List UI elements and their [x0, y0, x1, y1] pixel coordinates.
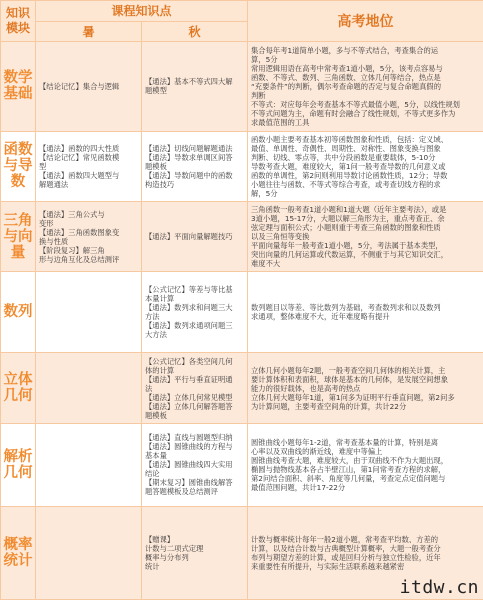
table-row: [1, 353, 483, 423]
autumn-topics: 【公式记忆】各类空间几何 体的计算 【通法】平行与垂直证明通 法 【通法】立体几何常见模型 【通法】立体几何解答题答 题模板: [142, 353, 248, 423]
module-name: 解析 几何: [1, 423, 36, 506]
module-name: 数列: [1, 272, 36, 353]
exam-position: 圆锥曲线小题每年1-2道，常考查基本量的计算，特别是离 心率以及双曲线的渐近线，难度中等偏上 圆锥曲线考查大题，难度较大，由于双曲线不作为大题出现， 椭圆与抛物线基本各占半壁江山，第1问常考查方程的求解， 第2问结合面积、斜率、角度等几何量，考查定点定值问题与 最值范围问题，共计17-22分: [248, 423, 483, 506]
header-module: 知识模块: [1, 1, 36, 42]
exam-position: 立体几何小题每年2题，一般考查空间几何体的相关计算，主 要计算体积和表面积，球体是基本的几何体，是发展空间想象 能力的很好载体，也是高考的热点 立体几何大题每年1道，第1问多为证明平行垂直问题，第2问多 为计算问题，主要考查空间角的计算，共计22分: [248, 353, 483, 423]
autumn-topics: 【通法】直线与圆题型归纳 【通法】圆锥曲线的方程与 基本量 【通法】圆锥曲线四大实用 结论 【期末复习】圆锥曲线解答 题答题模板及总结测评: [142, 423, 248, 506]
autumn-topics: 【赠课】 计数与二项式定理 概率与分布列 统计: [142, 506, 248, 599]
module-name: 数学 基础: [1, 42, 36, 131]
header-knowledge: 课程知识点: [36, 1, 248, 22]
autumn-topics: 【公式记忆】等差与等比基 本量计算 【通法】数列求和问题三大 方法 【通法】数列求通项问题三 大方法: [142, 272, 248, 353]
exam-position: 函数小题主要考查基本初等函数图象和性质，包括：定义域、 最值、单调性、奇偶性、周期性、对称性、图象变换与图象 判断、切线、零点等，共中分段函数是重要载体，5-10分 导数考查大题，难度较大，第1问一般考查导数的几何意义或 函数的单调性，第2问则利用导数讨论函数性质，12分；导数 小题往往与函数、不等式等综合考查，或考查切线方程的求 解，5分: [248, 131, 483, 201]
module-name: 概率 统计: [1, 506, 36, 599]
spring-topics: [36, 353, 142, 423]
spring-topics: [36, 506, 142, 599]
exam-position: 计数与概率统计每年一般2道小题，常考查平均数、方差的 计算，以及结合计数与古典概型计算概率，大题一般考查分 布列与期望方差的计算，或是回归分析与独立性检验，近年 来重要性有所提升，与实际生活联系越来越紧密: [248, 506, 483, 599]
watermark: itdw.cn: [399, 577, 479, 598]
autumn-topics: 【通法】平面向量解题技巧: [142, 202, 248, 272]
spring-topics: [36, 423, 142, 506]
exam-position: 三角函数一般考查1道小题和1道大题（近年主要考法），或是 3道小题，15-17分，大题以解三角形为主，重点考查正、余 弦定理与面积公式；小题则重于考查三角函数的图象和性质 以及三角恒等变换 平面向量每年一般考查1道小题，5分，考法属于基本类型， 突出向量的几何运算或代数运算，不侧重于与其它知识交汇， 难度不大: [248, 202, 483, 272]
spring-topics: 【结论记忆】集合与逻辑: [36, 42, 142, 131]
header-autumn: 秋: [142, 21, 248, 42]
autumn-topics: 【通法】切线问题解题通法 【通法】导数求单调区间答 题模板 【通法】导数问题中的函数 构造技巧: [142, 131, 248, 201]
exam-position: 数列题目以等差、等比数列为基础，考查数列求和以及数列 求通项，整体难度不大，近年难度略有提升: [248, 272, 483, 353]
table-row: [1, 202, 483, 272]
table-row: [1, 272, 483, 353]
spring-topics: 【通法】函数的四大性质 【结论记忆】常见函数模 型 【通法】函数四大题型与 解题通法: [36, 131, 142, 201]
module-name: 函数 与导 数: [1, 131, 36, 201]
spring-topics: 【通法】三角公式与 变形 【通法】三角函数图象变 换与性质 【阶段复习】解三角 形与边角互化及总结测评: [36, 202, 142, 272]
table-row: [1, 423, 483, 506]
exam-position: 集合每年考1道简单小题，多与不等式结合，考查集合的运 算，5分 常用逻辑用语在高考中常考查1道小题，5分，该考点容易与 函数、不等式、数列、三角函数、立体几何等结合，热点是 “充要条件”的判断，偶尔考查命题的否定与复合命题真假的 判断 不等式：对应每年会考查基本不等式最值小题，5分，以线性规划 不等式问题为主，命题有时会融合了线性规划，不等式更多作为 求最值范围的工具: [248, 42, 483, 131]
header-position: 高考地位: [248, 1, 483, 42]
module-name: 立体 几何: [1, 353, 36, 423]
header-spring: 暑: [36, 21, 142, 42]
module-name: 三角 与向 量: [1, 202, 36, 272]
spring-topics: [36, 272, 142, 353]
autumn-topics: 【通法】基本不等式四大解 题模型: [142, 42, 248, 131]
table-row: [1, 42, 483, 131]
table-row: [1, 131, 483, 201]
